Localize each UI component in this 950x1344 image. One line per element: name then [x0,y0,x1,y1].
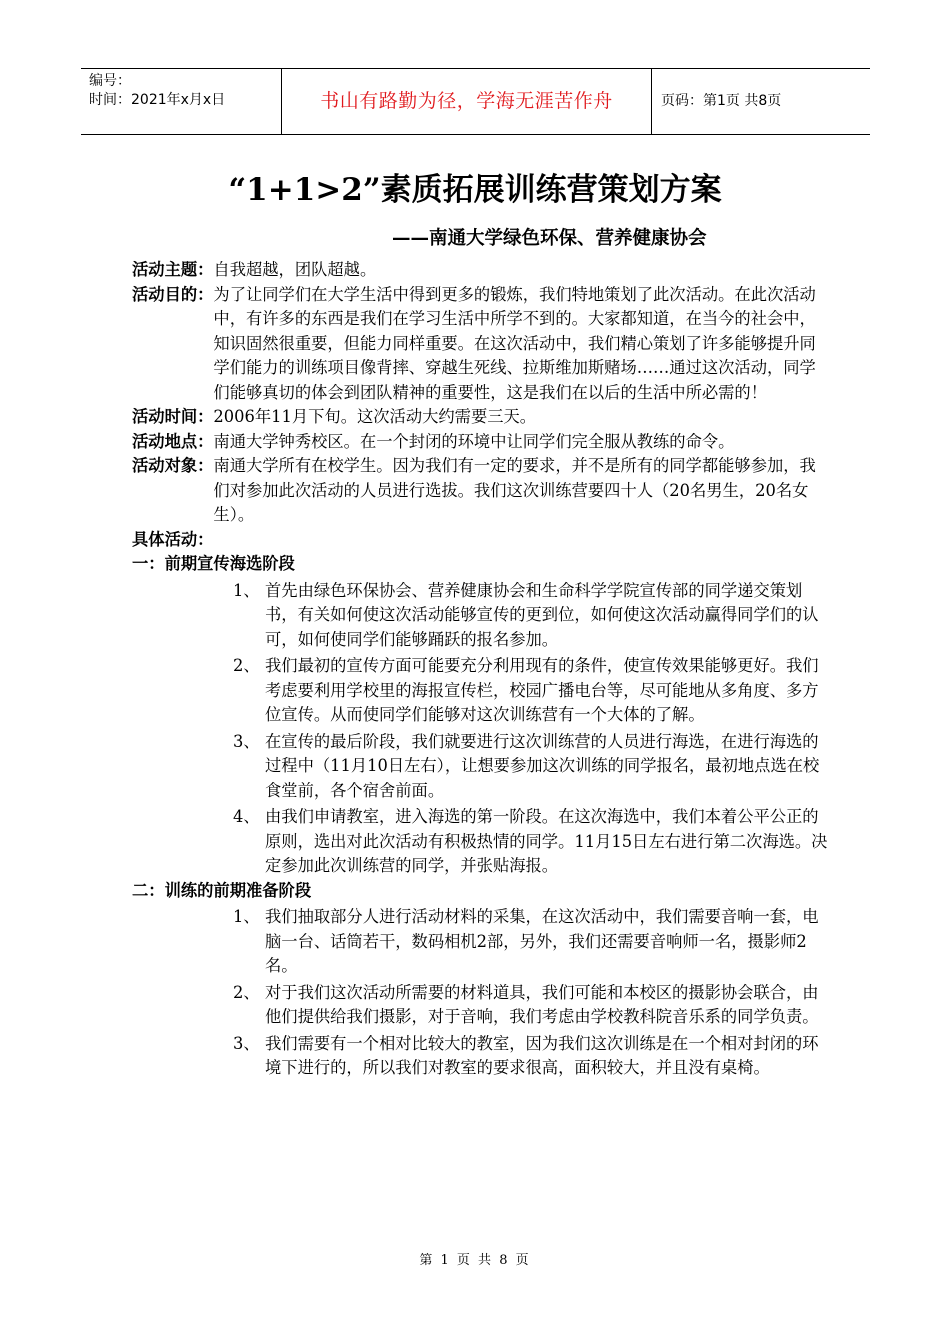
document-date-label: 时间：2021年x月x日 [89,92,226,108]
activities-label: 具体活动： [132,529,214,549]
document-number-label: 编号： [89,73,131,89]
list-item [132,805,832,879]
list-item-text: 首先由绿色环保协会、营养健康协会和生命科学学院宣传部的同学递交策划书，有关如何使这次活动能够宣传的更到位，如何使这次活动赢得同学们的认可，如何使同学们能够踊跃的报名参加。 [265,580,819,649]
page-footer: 第 1 页 共 8 页 [419,1253,531,1268]
document-subtitle: ——南通大学绿色环保、营养健康协会 [392,228,707,249]
list-item-text: 在宣传的最后阶段，我们就要进行这次训练营的人员进行海选，在进行海选的过程中（11月10日左右），让想要参加这次训练的同学报名，最初地点选在校食堂前，各个宿舍前面。 [265,731,820,800]
list-item [132,654,832,728]
field-value: 南通大学所有在校学生。因为我们有一定的要求，并不是所有的同学都能够参加，我们对参加此次活动的人员进行选拔。我们这次训练营要四十人（20名男生，20名女生）。 [213,456,816,524]
list-item-number: 2、 [233,656,260,675]
list-item [132,981,832,1030]
field-label: 活动对象： [132,456,214,475]
header-meta-cell [81,69,282,134]
list-item-text: 我们需要有一个相对比较大的教室，因为我们这次训练是在一个相对封闭的环境下进行的，所以我们对教室的要求很高，面积较大，并且没有桌椅。 [265,1033,819,1077]
field-purpose [132,283,832,406]
field-value: 自我超越，团队超越。 [213,260,377,279]
stage2-heading: 二：训练的前期准备阶段 [132,880,312,900]
header-page-info: 页码：第1页 共8页 [661,93,782,109]
field-theme [132,258,832,283]
field-location [132,430,832,455]
list-item-number: 2、 [233,982,260,1002]
field-label: 活动目的： [132,284,214,304]
stage1-heading: 一：前期宣传海选阶段 [132,554,295,573]
list-item-number: 1、 [233,907,260,926]
list-item-number: 4、 [233,807,260,826]
list-item-text: 我们抽取部分人进行活动材料的采集，在这次活动中，我们需要音响一套，电脑一台、话筒若干，数码相机2部，另外，我们还需要音响师一名，摄影师2名。 [265,907,819,975]
header-motto: 书山有路勤为径，学海无涯苦作舟 [282,69,652,134]
field-label: 活动地点： [132,431,214,451]
list-item-number: 3、 [233,1033,260,1053]
list-item-text: 由我们申请教室，进入海选的第一阶段。在这次海选中，我们本着公平公正的原则，选出对此次活动有积极热情的同学。11月15日左右进行第二次海选。决定参加此次训练营的同学，并张贴海报。 [265,807,828,875]
field-value: 为了让同学们在大学生活中得到更多的锻炼，我们特地策划了此次活动。在此次活动中，有许多的东西是我们在学习生活中所学不到的。大家都知道，在当今的社会中，知识固然很重要，但能力同样重要。在这次活动中，我们精心策划了许多能够提升同学们能力的训练项目像背摔、穿越生死线、拉斯维加斯赌场……通过这次活动，同学们能够真切的体会到团队精神的重要性，这是我们在以后的生活中所必需的！ [213,284,816,402]
field-value: 南通大学钟秀校区。在一个封闭的环境中让同学们完全服从教练的命令。 [213,431,735,451]
document-body [132,258,832,1081]
list-item-number: 1、 [233,580,260,600]
field-time [132,405,832,430]
field-value: 2006年11月下旬。这次活动大约需要三天。 [213,407,537,426]
page-header [81,68,870,135]
list-item [132,1032,832,1081]
list-item-text: 对于我们这次活动所需要的材料道具，我们可能和本校区的摄影协会联合，由他们提供给我们摄影，对于音响，我们考虑由学校教科院音乐系的同学负责。 [265,982,819,1026]
field-label: 活动主题： [132,260,214,279]
document-title: “1+1>2”素质拓展训练营策划方案 [228,172,722,208]
list-item-text: 我们最初的宣传方面可能要充分利用现有的条件，使宣传效果能够更好。我们考虑要利用学校里的海报宣传栏，校园广播电台等，尽可能地从多角度、多方位宣传。从而使同学们能够对这次训练营有一个大体的了解。 [265,656,819,724]
list-item [132,905,832,979]
list-item [132,730,832,804]
field-participants [132,454,832,528]
list-item [132,579,832,653]
field-label: 活动时间： [132,407,214,426]
list-item-number: 3、 [233,731,260,751]
